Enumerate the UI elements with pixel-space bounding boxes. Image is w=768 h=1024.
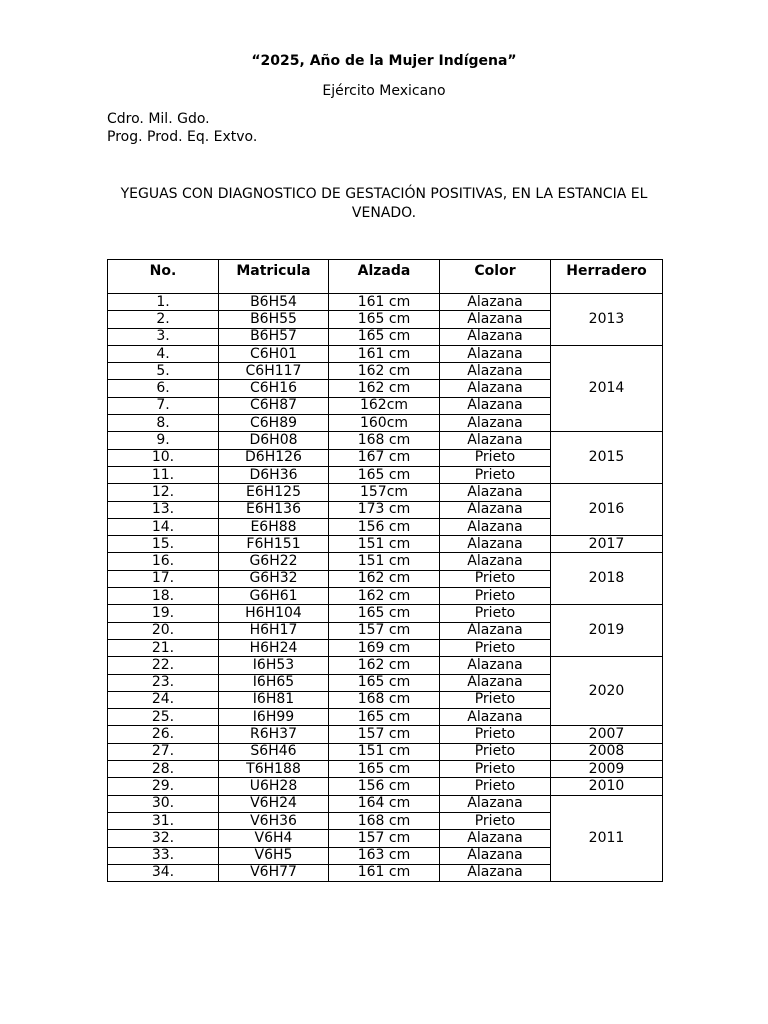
cell-no: 23. [108,674,219,691]
cell-color: Alazana [440,363,551,380]
table-row [108,345,663,362]
table-row [108,761,663,778]
cell-color: Alazana [440,830,551,847]
cell-color: Prieto [440,743,551,760]
cell-no: 8. [108,415,219,432]
cell-color: Prieto [440,691,551,708]
cell-no: 26. [108,726,219,743]
cell-no: 21. [108,639,219,656]
cell-matricula: I6H99 [219,709,329,726]
cell-alzada: 156 cm [329,778,440,795]
cell-color: Alazana [440,709,551,726]
cell-alzada: 165 cm [329,709,440,726]
cell-color: Prieto [440,778,551,795]
cell-no: 4. [108,345,219,362]
cell-matricula: T6H188 [219,761,329,778]
cell-matricula: U6H28 [219,778,329,795]
cell-alzada: 165 cm [329,674,440,691]
cell-alzada: 165 cm [329,605,440,622]
cell-alzada: 162 cm [329,380,440,397]
cell-herradero: 2010 [551,778,663,795]
cell-alzada: 168 cm [329,691,440,708]
column-header-no: No. [108,260,219,294]
cell-matricula: H6H17 [219,622,329,639]
cell-alzada: 160cm [329,415,440,432]
cell-no: 18. [108,588,219,605]
cell-matricula: H6H104 [219,605,329,622]
cell-color: Alazana [440,432,551,449]
cell-herradero: 2015 [551,432,663,484]
cell-alzada: 151 cm [329,553,440,570]
table-row [108,553,663,570]
cell-alzada: 157 cm [329,622,440,639]
cell-matricula: I6H81 [219,691,329,708]
cell-matricula: R6H37 [219,726,329,743]
cell-alzada: 157 cm [329,830,440,847]
table-row [108,432,663,449]
unit-line-2: Prog. Prod. Eq. Extvo. [107,129,258,145]
cell-color: Alazana [440,484,551,501]
cell-herradero: 2016 [551,484,663,536]
header-title: “2025, Año de la Mujer Indígena” [251,53,517,69]
cell-herradero: 2019 [551,605,663,657]
cell-no: 5. [108,363,219,380]
cell-color: Alazana [440,294,551,311]
cell-herradero: 2011 [551,795,663,881]
cell-color: Alazana [440,328,551,345]
cell-matricula: E6H88 [219,518,329,535]
cell-matricula: V6H36 [219,812,329,829]
table-row [108,657,663,674]
cell-no: 12. [108,484,219,501]
cell-color: Alazana [440,518,551,535]
cell-color: Alazana [440,795,551,812]
cell-herradero: 2009 [551,761,663,778]
cell-matricula: B6H54 [219,294,329,311]
cell-no: 30. [108,795,219,812]
cell-alzada: 151 cm [329,743,440,760]
table-header-row [108,260,663,294]
cell-alzada: 156 cm [329,518,440,535]
table-row [108,294,663,311]
cell-color: Alazana [440,847,551,864]
cell-no: 27. [108,743,219,760]
cell-herradero: 2008 [551,743,663,760]
cell-matricula: F6H151 [219,536,329,553]
cell-color: Alazana [440,311,551,328]
cell-no: 25. [108,709,219,726]
cell-color: Alazana [440,380,551,397]
cell-matricula: I6H53 [219,657,329,674]
cell-no: 31. [108,812,219,829]
column-header-herradero: Herradero [551,260,663,294]
cell-matricula: S6H46 [219,743,329,760]
unit-line-1: Cdro. Mil. Gdo. [107,111,210,127]
header-subtitle: Ejército Mexicano [322,83,446,99]
cell-no: 19. [108,605,219,622]
cell-matricula: E6H136 [219,501,329,518]
cell-herradero: 2018 [551,553,663,605]
column-header-color: Color [440,260,551,294]
cell-herradero: 2014 [551,345,663,431]
cell-alzada: 163 cm [329,847,440,864]
cell-color: Alazana [440,553,551,570]
cell-alzada: 173 cm [329,501,440,518]
cell-color: Alazana [440,674,551,691]
cell-no: 28. [108,761,219,778]
cell-matricula: V6H5 [219,847,329,864]
cell-alzada: 162 cm [329,657,440,674]
cell-no: 9. [108,432,219,449]
cell-herradero: 2020 [551,657,663,726]
cell-color: Prieto [440,449,551,466]
cell-color: Prieto [440,605,551,622]
cell-alzada: 162 cm [329,588,440,605]
cell-no: 1. [108,294,219,311]
cell-no: 24. [108,691,219,708]
cell-matricula: D6H08 [219,432,329,449]
cell-alzada: 157 cm [329,726,440,743]
cell-matricula: G6H22 [219,553,329,570]
cell-matricula: C6H16 [219,380,329,397]
cell-no: 17. [108,570,219,587]
cell-no: 10. [108,449,219,466]
cell-alzada: 165 cm [329,761,440,778]
table-row [108,778,663,795]
table-row [108,484,663,501]
cell-matricula: B6H55 [219,311,329,328]
document-heading: YEGUAS CON DIAGNOSTICO DE GESTACIÓN POSITIVAS, EN LA ESTANCIA EL VENADO. [120,186,648,221]
cell-alzada: 161 cm [329,864,440,881]
cell-no: 11. [108,466,219,483]
cell-alzada: 165 cm [329,466,440,483]
cell-alzada: 167 cm [329,449,440,466]
cell-no: 32. [108,830,219,847]
cell-herradero: 2007 [551,726,663,743]
cell-alzada: 157cm [329,484,440,501]
cell-no: 2. [108,311,219,328]
cell-no: 7. [108,397,219,414]
cell-color: Prieto [440,639,551,656]
cell-matricula: C6H117 [219,363,329,380]
cell-alzada: 162 cm [329,363,440,380]
cell-alzada: 151 cm [329,536,440,553]
cell-no: 22. [108,657,219,674]
cell-color: Alazana [440,622,551,639]
table-row [108,726,663,743]
cell-herradero: 2013 [551,294,663,346]
cell-matricula: I6H65 [219,674,329,691]
cell-no: 33. [108,847,219,864]
cell-matricula: E6H125 [219,484,329,501]
cell-alzada: 169 cm [329,639,440,656]
column-header-alzada: Alzada [329,260,440,294]
cell-alzada: 162cm [329,397,440,414]
cell-color: Prieto [440,570,551,587]
cell-matricula: G6H61 [219,588,329,605]
cell-color: Alazana [440,345,551,362]
cell-matricula: C6H01 [219,345,329,362]
cell-matricula: D6H36 [219,466,329,483]
cell-color: Alazana [440,415,551,432]
cell-no: 34. [108,864,219,881]
cell-alzada: 162 cm [329,570,440,587]
cell-color: Alazana [440,536,551,553]
cell-no: 6. [108,380,219,397]
table-body [108,294,663,882]
cell-matricula: D6H126 [219,449,329,466]
cell-alzada: 165 cm [329,311,440,328]
cell-matricula: B6H57 [219,328,329,345]
cell-color: Prieto [440,761,551,778]
cell-herradero: 2017 [551,536,663,553]
cell-matricula: G6H32 [219,570,329,587]
cell-no: 29. [108,778,219,795]
cell-color: Prieto [440,726,551,743]
cell-matricula: V6H24 [219,795,329,812]
cell-no: 13. [108,501,219,518]
cell-color: Alazana [440,501,551,518]
cell-matricula: V6H4 [219,830,329,847]
table-row [108,795,663,812]
mares-table [107,259,663,882]
table-row [108,605,663,622]
cell-alzada: 161 cm [329,345,440,362]
cell-matricula: V6H77 [219,864,329,881]
cell-matricula: C6H89 [219,415,329,432]
cell-no: 16. [108,553,219,570]
cell-no: 20. [108,622,219,639]
table-row [108,743,663,760]
cell-matricula: C6H87 [219,397,329,414]
cell-alzada: 161 cm [329,294,440,311]
cell-color: Prieto [440,466,551,483]
cell-alzada: 168 cm [329,432,440,449]
column-header-matricula: Matricula [219,260,329,294]
cell-no: 3. [108,328,219,345]
cell-color: Prieto [440,812,551,829]
cell-alzada: 164 cm [329,795,440,812]
cell-color: Prieto [440,588,551,605]
cell-alzada: 165 cm [329,328,440,345]
cell-no: 15. [108,536,219,553]
cell-color: Alazana [440,657,551,674]
cell-alzada: 168 cm [329,812,440,829]
cell-color: Alazana [440,397,551,414]
cell-no: 14. [108,518,219,535]
cell-matricula: H6H24 [219,639,329,656]
table-row [108,536,663,553]
cell-color: Alazana [440,864,551,881]
